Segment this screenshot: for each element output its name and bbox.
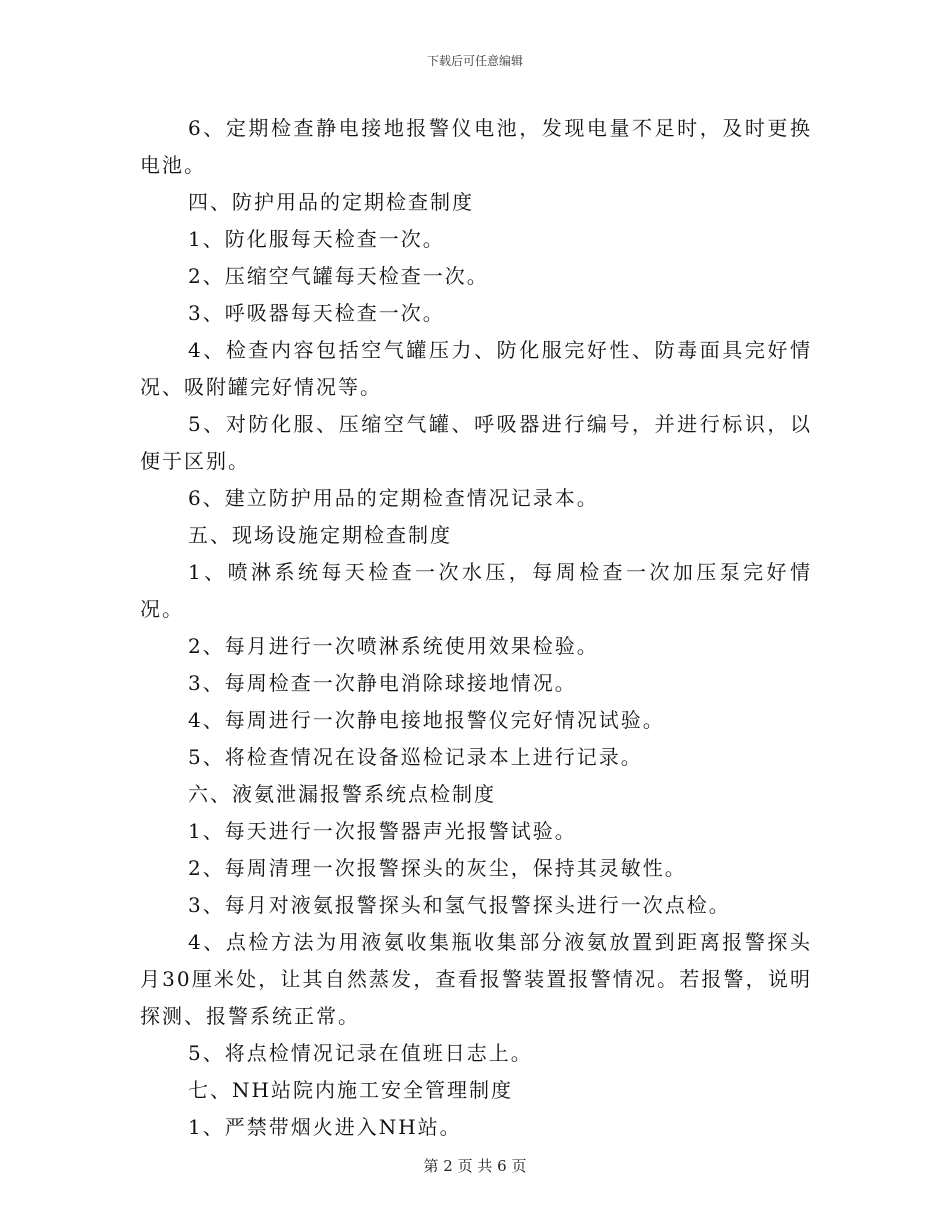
paragraph: 3、每周检查一次静电消除球接地情况。 — [188, 671, 577, 695]
paragraph: 4、点检方法为用液氨收集瓶收集部分液氨放置到距离报警探头月30厘米处，让其自然蒸发，查看报警装置报警情况。若报警，说明探测、报警系统正常。 — [140, 930, 812, 1028]
paragraph: 3、每月对液氨报警探头和氢气报警探头进行一次点检。 — [188, 893, 731, 917]
paragraph: 2、每月进行一次喷淋系统使用效果检验。 — [188, 634, 599, 658]
paragraph: 6、定期检查静电接地报警仪电池，发现电量不足时，及时更换电池。 — [140, 116, 812, 177]
page-number: 第 2 页 共 6 页 — [423, 1157, 527, 1175]
paragraph: 1、每天进行一次报警器声光报警试验。 — [188, 819, 577, 843]
paragraph: 4、每周进行一次静电接地报警仪完好情况试验。 — [188, 708, 665, 732]
paragraph: 1、防化服每天检查一次。 — [188, 227, 445, 251]
section-heading: 七、NH站院内施工安全管理制度 — [188, 1078, 513, 1102]
page-header: 下载后可任意编辑 — [426, 54, 523, 68]
paragraph: 2、每周清理一次报警探头的灰尘，保持其灵敏性。 — [188, 856, 687, 880]
paragraph: 5、将点检情况记录在值班日志上。 — [188, 1041, 533, 1065]
paragraph: 2、压缩空气罐每天检查一次。 — [188, 264, 489, 288]
section-heading: 四、防护用品的定期检查制度 — [188, 190, 474, 214]
paragraph: 1、喷淋系统每天检查一次水压，每周检查一次加压泵完好情况。 — [140, 560, 812, 621]
document-body — [140, 110, 812, 1146]
paragraph: 5、将检查情况在设备巡检记录本上进行记录。 — [188, 745, 643, 769]
paragraph: 5、对防化服、压缩空气罐、呼吸器进行编号，并进行标识，以便于区别。 — [140, 412, 812, 473]
paragraph: 1、严禁带烟火进入NH站。 — [188, 1115, 462, 1139]
section-heading: 六、液氨泄漏报警系统点检制度 — [188, 782, 496, 806]
paragraph: 4、检查内容包括空气罐压力、防化服完好性、防毒面具完好情况、吸附罐完好情况等。 — [140, 338, 812, 399]
section-heading: 五、现场设施定期检查制度 — [188, 523, 452, 547]
paragraph: 6、建立防护用品的定期检查情况记录本。 — [188, 486, 599, 510]
paragraph: 3、呼吸器每天检查一次。 — [188, 301, 445, 325]
